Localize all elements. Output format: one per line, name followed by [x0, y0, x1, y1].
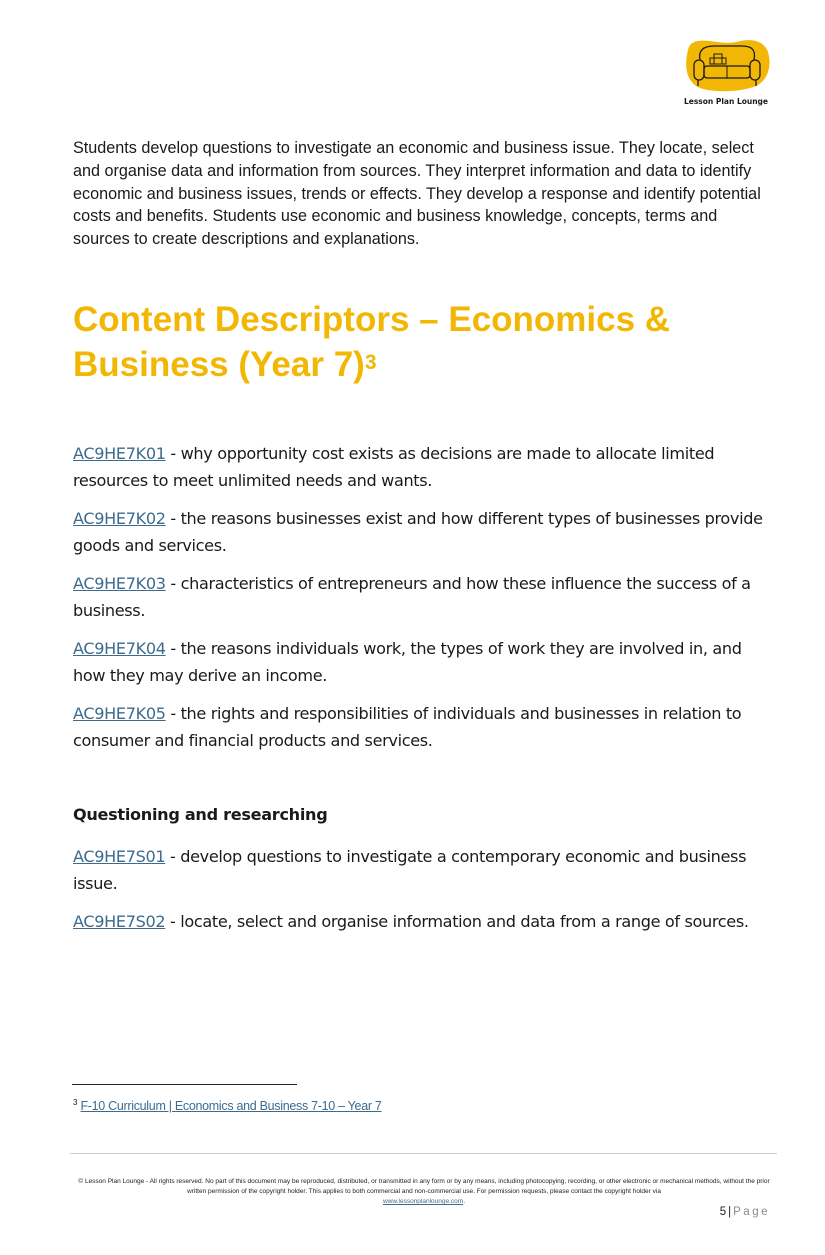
descriptor-item — [73, 571, 773, 624]
logo — [680, 36, 776, 112]
logo-text: Lesson Plan Lounge — [683, 97, 769, 106]
footnote-link[interactable]: F-10 Curriculum | Economics and Business 7-10 – Year 7 — [80, 1099, 382, 1113]
descriptor-text: - why opportunity cost exists as decisions are made to allocate limited resources to meet unlimited needs and wants. — [73, 444, 715, 490]
footnote-divider — [72, 1084, 297, 1085]
descriptor-code-link[interactable]: AC9HE7K02 — [73, 509, 166, 528]
copyright-notice — [76, 1177, 772, 1207]
descriptor-item — [73, 844, 773, 897]
descriptor-code-link[interactable]: AC9HE7K04 — [73, 639, 166, 658]
descriptor-code-link[interactable]: AC9HE7K01 — [73, 444, 166, 463]
content-descriptors-list — [73, 441, 773, 766]
footer-divider — [70, 1153, 777, 1154]
title-line-1: Content Descriptors – Economics & — [73, 300, 671, 339]
page-separator: | — [728, 1206, 732, 1218]
descriptor-text: - characteristics of entrepreneurs and how these influence the success of a business. — [73, 574, 751, 620]
descriptor-text: - the reasons businesses exist and how different types of businesses provide goods and services. — [73, 509, 763, 555]
descriptor-item — [73, 506, 773, 559]
questioning-list — [73, 844, 773, 948]
descriptor-code-link[interactable]: AC9HE7S01 — [73, 847, 166, 866]
questioning-heading: Questioning and researching — [73, 805, 328, 824]
copyright-text: © Lesson Plan Lounge - All rights reserved. No part of this document may be reproduced, distributed, or transmitted in any form or by any means, including photocopying, recording, or other electronic or mechanical methods, without the prior written permission of the copyright holder. This applies to both commercial and non-commercial use. For permission requests, please contact the copyright holder via — [78, 1178, 770, 1195]
page-label: Page — [733, 1206, 770, 1218]
descriptor-item — [73, 909, 773, 936]
descriptor-item — [73, 441, 773, 494]
descriptor-item — [73, 701, 773, 754]
page-number-value: 5 — [719, 1206, 727, 1218]
footnote-number: 3 — [73, 1098, 78, 1107]
title-line-2: Business (Year 7) — [73, 345, 365, 384]
descriptor-text: - the reasons individuals work, the types of work they are involved in, and how they may derive an income. — [73, 639, 742, 685]
descriptor-text: - develop questions to investigate a contemporary economic and business issue. — [73, 847, 747, 893]
descriptor-item — [73, 636, 773, 689]
descriptor-code-link[interactable]: AC9HE7K05 — [73, 704, 166, 723]
title-footnote-ref[interactable]: 3 — [364, 351, 377, 374]
footnote — [73, 1099, 382, 1113]
descriptor-code-link[interactable]: AC9HE7S02 — [73, 912, 166, 931]
website-link[interactable]: www.lessonplanlounge.com — [382, 1198, 464, 1205]
intro-paragraph: Students develop questions to investigate an economic and business issue. They locate, select and organise data and information from sources. They interpret information and data to identify economic and business issues, trends or effects. They develop a response and identify potential costs and benefits. Students use economic and business knowledge, concepts, terms and sources to create descriptions and explanations. — [73, 139, 761, 249]
descriptor-code-link[interactable]: AC9HE7K03 — [73, 574, 166, 593]
descriptor-text: - locate, select and organise information and data from a range of sources. — [165, 912, 749, 931]
sofa-logo-icon — [680, 36, 772, 94]
descriptor-text: - the rights and responsibilities of individuals and businesses in relation to consumer and financial products and services. — [73, 704, 742, 750]
website-suffix: . — [463, 1198, 466, 1205]
page-number — [720, 1206, 770, 1218]
page-title — [73, 297, 793, 387]
